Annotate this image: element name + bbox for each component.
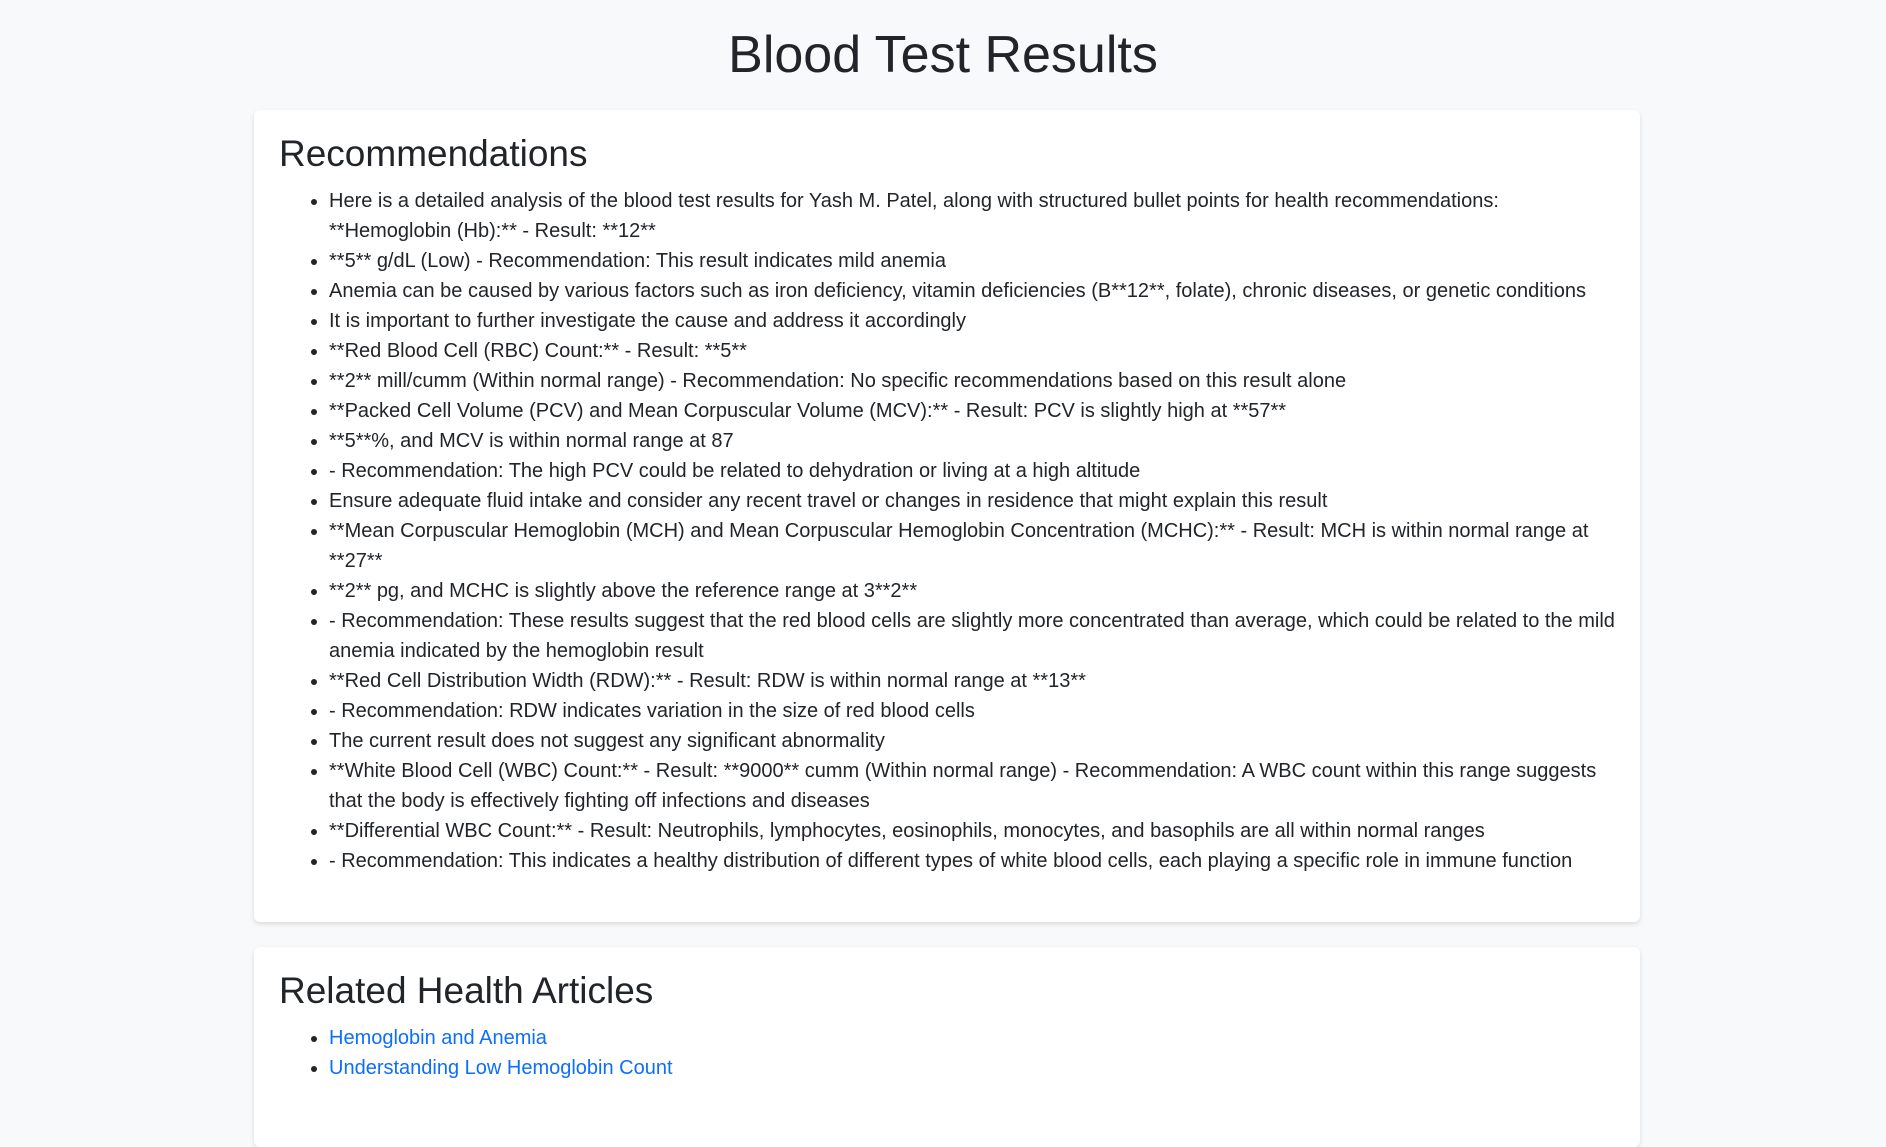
article-link-low-hemoglobin[interactable]: Understanding Low Hemoglobin Count: [329, 1057, 673, 1079]
recommendations-card: [254, 110, 1640, 922]
recommendation-item: • Anemia can be caused by various factors such as iron deficiency, vitamin deficiencies (B**12**, folate), chronic diseases, or genetic conditions: [329, 276, 1615, 306]
recommendation-item: • **Red Cell Distribution Width (RDW):** - Result: RDW is within normal range at **13**: [329, 666, 1615, 696]
article-list-item: [329, 1053, 1615, 1083]
related-articles-heading: Related Health Articles: [279, 970, 654, 1011]
related-articles-card: [254, 947, 1640, 1147]
recommendations-list: [279, 186, 1615, 876]
recommendation-item: • - Recommendation: RDW indicates variation in the size of red blood cells: [329, 696, 1615, 726]
recommendation-item: • - Recommendation: The high PCV could be related to dehydration or living at a high altitude: [329, 456, 1615, 486]
recommendation-item: • - Recommendation: This indicates a healthy distribution of different types of white blood cells, each playing a specific role in immune function: [329, 846, 1615, 876]
recommendation-item: • - Recommendation: These results suggest that the red blood cells are slightly more concentrated than average, which could be related to the mild anemia indicated by the hemoglobin result: [329, 606, 1615, 666]
recommendations-heading: Recommendations: [279, 133, 588, 174]
related-articles-list: [279, 1023, 1615, 1083]
recommendation-item: • **2** mill/cumm (Within normal range) - Recommendation: No specific recommendations based on this result alone: [329, 366, 1615, 396]
recommendation-item: • **White Blood Cell (WBC) Count:** - Result: **9000** cumm (Within normal range) - Recommendation: A WBC count within this range suggests that the body is effectively fighting off infections and diseases: [329, 756, 1615, 816]
recommendation-item: • It is important to further investigate the cause and address it accordingly: [329, 306, 1615, 336]
recommendation-item: • The current result does not suggest any significant abnormality: [329, 726, 1615, 756]
recommendation-item: • **Packed Cell Volume (PCV) and Mean Corpuscular Volume (MCV):** - Result: PCV is slightly high at **57**: [329, 396, 1615, 426]
recommendation-item: • **Differential WBC Count:** - Result: Neutrophils, lymphocytes, eosinophils, monocytes, and basophils are all within normal ranges: [329, 816, 1615, 846]
article-list-item: [329, 1023, 1615, 1053]
recommendation-item: • **Mean Corpuscular Hemoglobin (MCH) and Mean Corpuscular Hemoglobin Concentration (MCHC):** - Result: MCH is within normal range at **27**: [329, 516, 1615, 576]
recommendation-item: • Here is a detailed analysis of the blood test results for Yash M. Patel, along with structured bullet points for health recommendations: **Hemoglobin (Hb):** - Result: **12**: [329, 186, 1615, 246]
recommendation-item: • Ensure adequate fluid intake and consider any recent travel or changes in residence that might explain this result: [329, 486, 1615, 516]
article-link-hemoglobin-anemia[interactable]: Hemoglobin and Anemia: [329, 1027, 547, 1049]
recommendation-item: • **5** g/dL (Low) - Recommendation: This result indicates mild anemia: [329, 246, 1615, 276]
recommendation-item: • **2** pg, and MCHC is slightly above the reference range at 3**2**: [329, 576, 1615, 606]
page-title: Blood Test Results: [728, 26, 1158, 84]
recommendation-item: • **5**%, and MCV is within normal range at 87: [329, 426, 1615, 456]
recommendation-item: • **Red Blood Cell (RBC) Count:** - Result: **5**: [329, 336, 1615, 366]
